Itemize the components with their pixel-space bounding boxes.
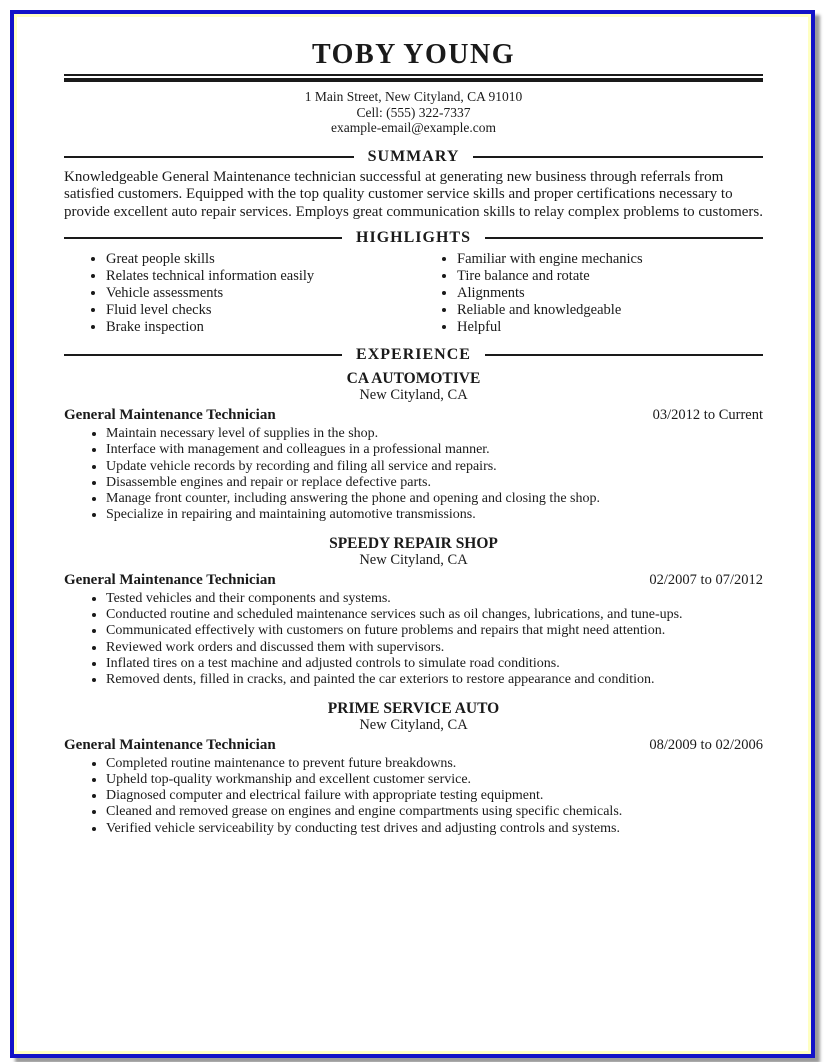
candidate-name: TOBY YOUNG [312, 39, 515, 70]
highlights-columns [64, 251, 763, 336]
experience-heading-label: EXPERIENCE [356, 346, 471, 363]
resume-page [14, 14, 811, 1054]
highlights-heading-label: HIGHLIGHTS [356, 229, 471, 246]
job-bullet: • Reviewed work orders and discussed them with supervisors. [106, 640, 763, 656]
highlights-right-column [434, 251, 763, 336]
job-title-row [64, 737, 763, 754]
job-bullet: • Maintain necessary level of supplies in the shop. [106, 426, 763, 442]
job-bullet: • Removed dents, filled in cracks, and painted the car exteriors to restore appearance and condition. [106, 672, 763, 688]
email-line: example-email@example.com [331, 120, 496, 135]
summary-paragraph: Knowledgeable General Maintenance technician successful at generating new business through referrals from satisfied customers. Equipped with the top quality customer service skills and proper certifications necessary to provide excellent auto repair services. Employs great communication skills to relay complex problems to customers. [64, 168, 763, 220]
highlight-item: • Fluid level checks [106, 302, 434, 319]
highlights-left-column [64, 251, 434, 336]
job-bullet: • Communicated effectively with customers on future problems and repairs that might need attention. [106, 623, 763, 639]
job-bullet: • Verified vehicle serviceability by conducting test drives and adjusting controls and systems. [106, 821, 763, 837]
experience-job [64, 535, 763, 689]
job-title: General Maintenance Technician [64, 736, 276, 753]
contact-block [64, 89, 763, 136]
job-title-row [64, 407, 763, 424]
name-divider-thick-line [64, 78, 763, 82]
job-company-name: CA AUTOMOTIVE [346, 370, 481, 387]
job-location: New Cityland, CA [359, 551, 468, 568]
heading-rule-right [485, 237, 763, 239]
job-bullet: • Diagnosed computer and electrical failure with appropriate testing equipment. [106, 788, 763, 804]
heading-rule-left [64, 354, 342, 356]
resume-page-border [10, 10, 815, 1058]
heading-rule-right [473, 156, 763, 158]
job-location: New Cityland, CA [359, 387, 468, 403]
job-title: General Maintenance Technician [64, 407, 276, 423]
job-title-row [64, 572, 763, 589]
name-divider-thin-line [64, 74, 763, 76]
highlight-item: • Helpful [457, 319, 763, 336]
highlight-item: • Vehicle assessments [106, 285, 434, 302]
job-company-name: SPEEDY REPAIR SHOP [329, 534, 498, 552]
job-bullet: • Inflated tires on a test machine and adjusted controls to simulate road conditions. [106, 656, 763, 672]
heading-rule-left [64, 237, 342, 239]
job-bullet: • Conducted routine and scheduled maintenance services such as oil changes, lubrications, and tune-ups. [106, 607, 763, 623]
job-bullet: • Specialize in repairing and maintaining automotive transmissions. [106, 507, 763, 523]
highlight-item: • Familiar with engine mechanics [457, 251, 763, 268]
job-dates: 02/2007 to 07/2012 [649, 571, 763, 588]
job-bullet-list [64, 756, 763, 837]
heading-rule-left [64, 156, 354, 158]
highlights-section-heading [64, 229, 763, 247]
job-company-name: PRIME SERVICE AUTO [327, 699, 500, 717]
job-bullet: • Completed routine maintenance to prevent future breakdowns. [106, 756, 763, 772]
highlight-item: • Relates technical information easily [106, 268, 434, 285]
summary-heading-label: SUMMARY [367, 147, 460, 165]
job-bullet: • Cleaned and removed grease on engines and engine compartments using specific chemicals. [106, 804, 763, 820]
job-bullet: • Manage front counter, including answering the phone and opening and closing the shop. [106, 491, 763, 507]
job-title: General Maintenance Technician [64, 571, 276, 588]
experience-job [64, 700, 763, 837]
phone-line: Cell: (555) 322-7337 [356, 104, 471, 120]
job-bullet: • Disassemble engines and repair or replace defective parts. [106, 475, 763, 491]
highlight-item: • Great people skills [106, 251, 434, 268]
job-bullet: • Tested vehicles and their components and systems. [106, 591, 763, 607]
highlight-item: • Reliable and knowledgeable [457, 302, 763, 319]
name-divider-rule [64, 74, 763, 82]
job-location: New Cityland, CA [359, 716, 468, 733]
experience-job [64, 370, 763, 524]
highlight-item: • Tire balance and rotate [457, 268, 763, 285]
job-dates: 08/2009 to 02/2006 [649, 736, 763, 753]
highlight-item: • Alignments [457, 285, 763, 302]
experience-section-heading [64, 346, 763, 364]
job-bullet: • Interface with management and colleagues in a professional manner. [106, 442, 763, 458]
job-bullet: • Upheld top-quality workmanship and excellent customer service. [106, 772, 763, 788]
address-line: 1 Main Street, New Cityland, CA 91010 [304, 89, 523, 104]
job-bullet-list [64, 426, 763, 524]
heading-rule-right [485, 354, 763, 356]
summary-section-heading [64, 148, 763, 166]
job-bullet-list [64, 591, 763, 689]
job-bullet: • Update vehicle records by recording and filing all service and repairs. [106, 459, 763, 475]
highlight-item: • Brake inspection [106, 319, 434, 336]
job-dates: 03/2012 to Current [652, 407, 763, 423]
